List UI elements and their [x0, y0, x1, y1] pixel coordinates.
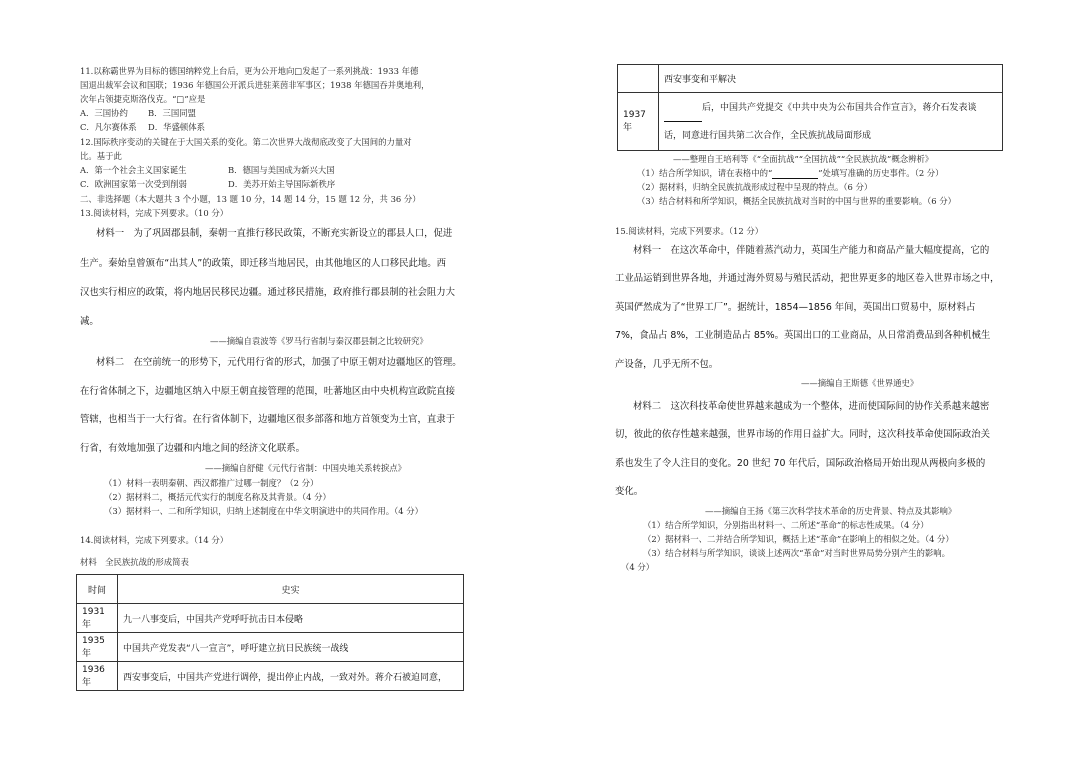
q13-material-1-line-1: 材料一 为了巩固郡县制，秦朝一直推行移民政策，不断充实新设立的郡县人口，促进 [96, 228, 453, 239]
q12-option-d: D．美苏开始主导国际新秩序 [228, 179, 336, 189]
table-header-fact: 史实 [118, 575, 464, 604]
q13-intro: 13.阅读材料，完成下列要求。（10 分） [80, 208, 229, 218]
q13-material-2-line-4: 行省，有效地加强了边疆和内地之间的经济文化联系。 [80, 443, 306, 454]
table-row [618, 93, 1003, 151]
answer-blank[interactable] [772, 169, 818, 179]
table-cell-fact: 九一八事变后，中国共产党呼吁抗击日本侵略 [118, 604, 464, 633]
q15-requirement-3-score: （4 分） [621, 562, 655, 572]
q14-table-caption: 材料 全民族抗战的形成简表 [80, 557, 189, 567]
table-row [77, 633, 464, 662]
q11-line-3: 次年占领捷克斯洛伐克。“□”应是 [80, 94, 206, 104]
q13-requirement-3: （3）据材料一、二和所学知识，归纳上述制度在中华文明演进中的共同作用。（4 分） [104, 506, 423, 516]
q13-material-2-line-2: 在行省体制之下，边疆地区纳入中原王朝直接管理的范围，吐蕃地区由中央机构宣政院直接 [80, 386, 456, 397]
table-header-time: 时间 [77, 575, 118, 604]
q13-material-1-line-4: 减。 [80, 316, 99, 327]
resistance-timeline-table-continued [617, 64, 1003, 151]
q11-option-b: B．三国同盟 [148, 108, 197, 118]
table-row [77, 604, 464, 633]
q15-material-1-line-1: 材料一 在这次革命中，伴随着蒸汽动力，英国生产能力和商品产量大幅度提高，它的 [633, 245, 990, 256]
q15-material-2-line-4: 变化。 [615, 486, 644, 497]
q15-material-1-source: ——摘编自王斯德《世界通史》 [801, 378, 919, 388]
table-1937-text-a: 后，中国共产党提交《中共中央为公布国共合作宣言》，蒋介石发表谈 [702, 102, 977, 113]
q13-requirement-2: （2）据材料二，概括元代实行的制度名称及其背景。（4 分） [104, 492, 331, 502]
q13-material-1-source: ——摘编自袁波等《罗马行省制与秦汉郡县制之比较研究》 [210, 336, 428, 346]
q15-material-2-line-1: 材料二 这次科技革命使世界越来越成为一个整体，进而使国际间的协作关系越来越密 [633, 401, 990, 412]
table-row [77, 662, 464, 691]
q14-source: ——整理自王培利等《“全面抗战”“全国抗战”“全民族抗战”概念辨析》 [673, 154, 934, 164]
q13-material-2-line-1: 材料二 在空前统一的形势下，元代用行省的形式，加强了中原王朝对边疆地区的管理。 [96, 357, 462, 368]
section-2-heading: 二、非选择题（本大题共 3 个小题，13 题 10 分，14 题 14 分，15 题 12 分，共 36 分） [80, 194, 421, 204]
q11-option-c: C．凡尔赛体系 [80, 122, 137, 132]
q15-material-2-line-2: 切，彼此的依存性越来越强，世界市场的作用日益扩大。同时，这次科技革命使国际政治关 [615, 429, 991, 440]
table-cell-time: 1936 年 [77, 662, 118, 691]
table-cell-fact: 中国共产党发表“八一宣言”，呼吁建立抗日民族统一战线 [118, 633, 464, 662]
q15-requirement-3: （3）结合材料与所学知识，谈谈上述两次“革命”对当时世界局势分别产生的影响。 [643, 548, 951, 558]
table-cell-fact: 西安事变和平解决 [659, 65, 1003, 93]
q14-requirement-1 [637, 168, 944, 179]
table-cell-fact [659, 93, 1003, 151]
q13-material-2-source: ——摘编自舒健《元代行省制：中国央地关系转捩点》 [205, 463, 406, 473]
q12-option-a: A．第一个社会主义国家诞生 [80, 165, 187, 175]
q11-option-d: D．华盛顿体系 [148, 122, 205, 132]
q15-material-2-line-3: 系也发生了令人注目的变化。20 世纪 70 年代后，国际政治格局开始出现从两极向多极的 [615, 458, 986, 469]
table-cell-time: 1937 年 [618, 93, 659, 151]
q14-requirement-3: （3）结合材料和所学知识，概括全民族抗战对当时的中国与世界的重要影响。（6 分） [637, 196, 956, 206]
q14-requirement-1-text-b: ”处填写准确的历史事件。（2 分） [818, 168, 944, 178]
table-cell-time: 1931 年 [77, 604, 118, 633]
q12-option-b: B．德国与美国成为新兴大国 [228, 165, 335, 175]
q13-material-1-line-2: 生产。秦始皇曾颁布“出其人”的政策，即迁移当地居民，由其他地区的人口移民此地。西 [80, 258, 446, 269]
q15-material-1-line-5: 产设备，几乎无所不包。 [615, 359, 719, 370]
q15-material-1-line-4: 7%，食品占 8%，工业制造品占 85%。英国出口的工业商品，从日常消费品到各种机械生 [615, 330, 991, 341]
q15-material-1-line-2: 工业品运销到世界各地，并通过海外贸易与殖民活动，把世界更多的地区卷入世界市场之中， [615, 273, 1000, 284]
fill-in-blank[interactable] [664, 112, 702, 122]
q13-requirement-1: （1）材料一表明秦朝、西汉都推广过哪一制度？（2 分） [104, 478, 319, 488]
q14-requirement-2: （2）据材料，归纳全民族抗战形成过程中呈现的特点。（6 分） [637, 182, 873, 192]
q15-requirement-2: （2）据材料一、二并结合所学知识，概括上述“革命”在影响上的相似之处。（4 分） [643, 534, 954, 544]
q11-option-a: A．三国协约 [80, 108, 128, 118]
q14-intro: 14.阅读材料，完成下列要求。（14 分） [80, 535, 229, 545]
q13-material-1-line-3: 汉也实行相应的政策，将内地居民移民边疆。通过移民措施，政府推行郡县制的社会阻力大 [80, 287, 456, 298]
q15-material-2-source: ——摘编自王扬《第三次科学技术革命的历史背景、特点及其影响》 [705, 506, 957, 516]
q12-option-c: C．欧洲国家第一次受到削弱 [80, 179, 187, 189]
table-cell-fact: 西安事变后，中国共产党进行调停，提出停止内战，一致对外。蒋介石被迫同意， [118, 662, 464, 691]
q11-line-1: 11.以称霸世界为目标的德国纳粹党上台后，更为公开地向□发起了一系列挑战：1933 年德 [80, 66, 419, 76]
table-cell-time [618, 65, 659, 93]
table-1937-text-b: 话，同意进行国共第二次合作，全民族抗战局面形成 [664, 130, 872, 141]
table-cell-time: 1935 年 [77, 633, 118, 662]
q15-intro: 15.阅读材料，完成下列要求。（12 分） [615, 226, 764, 236]
q14-requirement-1-text-a: （1）结合所学知识，请在表格中的“ [637, 168, 773, 178]
q13-material-2-line-3: 管辖，也相当于一大行省。在行省体制下，边疆地区很多部落和地方首领变为土官，直隶于 [80, 414, 456, 425]
q15-requirement-1: （1）结合所学知识，分别指出材料一、二所述“革命”的标志性成果。（4 分） [643, 520, 929, 530]
q15-material-1-line-3: 英国俨然成为了“世界工厂”。据统计，1854—1856 年间，英国出口贸易中，原材料占 [615, 302, 976, 313]
table-row [618, 65, 1003, 93]
q12-line-2: 比。基于此 [80, 151, 122, 161]
q11-line-2: 国退出裁军会议和国联；1936 年德国公开派兵进驻莱茵非军事区；1938 年德国吞并奥地利， [80, 80, 430, 90]
resistance-timeline-table [76, 574, 464, 691]
q12-line-1: 12.国际秩序变动的关键在于大国关系的变化。第二次世界大战彻底改变了大国间的力量对 [80, 137, 412, 147]
